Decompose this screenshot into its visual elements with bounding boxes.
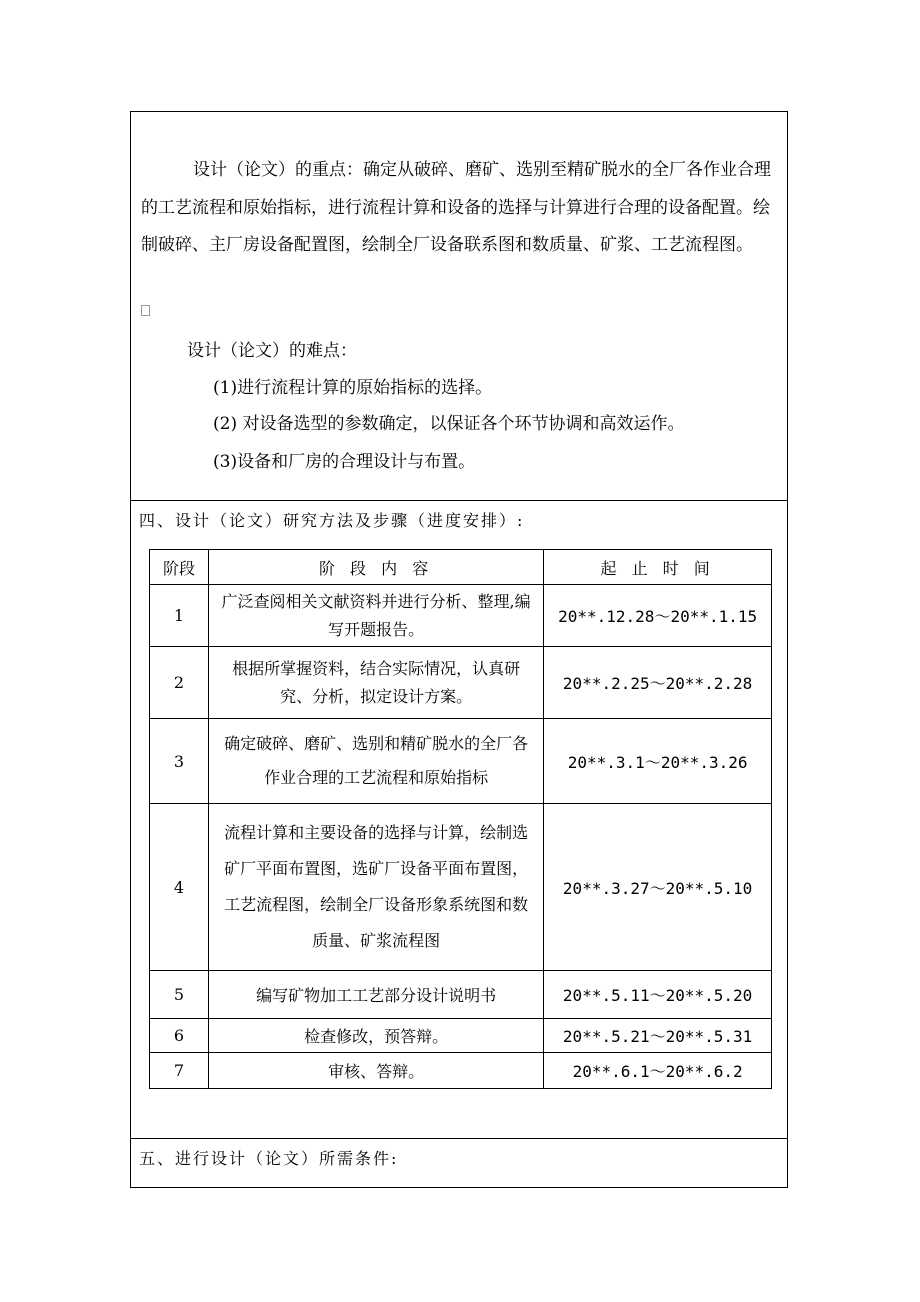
content-cell: 检查修改，预答辩。	[208, 1019, 543, 1053]
period-cell: 20**.5.21～20**.5.31	[544, 1019, 772, 1053]
table-row	[150, 971, 772, 1019]
method-section-title: 四、设计（论文）研究方法及步骤（进度安排）:	[139, 511, 525, 530]
content-cell: 审核、答辩。	[208, 1053, 543, 1089]
schedule-table	[149, 549, 772, 1089]
table-header-row	[150, 550, 772, 585]
content-cell: 编写矿物加工工艺部分设计说明书	[208, 971, 543, 1019]
table-row	[150, 804, 772, 971]
conditions-section	[131, 1139, 787, 1187]
period-cell: 20**.3.1～20**.3.26	[544, 719, 772, 804]
content-cell: 流程计算和主要设备的选择与计算，绘制选矿厂平面布置图，选矿厂设备平面布置图，工艺流程图，绘制全厂设备形象系统图和数质量、矿浆流程图	[208, 804, 543, 971]
placeholder-box-icon	[141, 305, 150, 316]
stage-cell: 6	[150, 1019, 209, 1053]
difficulty-item-2: (2) 对设备选型的参数确定，以保证各个环节协调和高效运作。	[213, 414, 685, 434]
content-cell: 根据所掌握资料，结合实际情况，认真研究、分析，拟定设计方案。	[208, 647, 543, 719]
key-points-section	[131, 112, 787, 501]
header-period: 起 止 时 间	[544, 550, 772, 585]
table-row	[150, 1053, 772, 1089]
header-stage: 阶段	[150, 550, 209, 585]
document-frame	[130, 111, 788, 1188]
difficulty-item-1: (1)进行流程计算的原始指标的选择。	[213, 378, 493, 398]
conditions-section-title: 五、进行设计（论文）所需条件:	[139, 1149, 399, 1168]
content-cell: 确定破碎、磨矿、选别和精矿脱水的全厂各作业合理的工艺流程和原始指标	[208, 719, 543, 804]
table-row	[150, 719, 772, 804]
table-row	[150, 585, 772, 647]
stage-cell: 2	[150, 647, 209, 719]
stage-cell: 1	[150, 585, 209, 647]
key-points-paragraph: 设计（论文）的重点：确定从破碎、磨矿、选别至精矿脱水的全厂各作业合理的工艺流程和原始指标，进行流程计算和设备的选择与计算进行合理的设备配置。绘制破碎、主厂房设备配置图，绘制全厂设备联系图和数质量、矿浆、工艺流程图。	[141, 160, 771, 255]
method-section	[131, 501, 787, 1139]
period-cell: 20**.5.11～20**.5.20	[544, 971, 772, 1019]
stage-cell: 3	[150, 719, 209, 804]
period-cell: 20**.3.27～20**.5.10	[544, 804, 772, 971]
stage-cell: 5	[150, 971, 209, 1019]
difficulty-item-3: (3)设备和厂房的合理设计与布置。	[213, 452, 476, 472]
stage-cell: 7	[150, 1053, 209, 1089]
period-cell: 20**.6.1～20**.6.2	[544, 1053, 772, 1089]
difficulties-title: 设计（论文）的难点：	[187, 341, 357, 361]
period-cell: 20**.12.28～20**.1.15	[544, 585, 772, 647]
header-content: 阶 段 内 容	[208, 550, 543, 585]
table-row	[150, 647, 772, 719]
period-cell: 20**.2.25～20**.2.28	[544, 647, 772, 719]
table-row	[150, 1019, 772, 1053]
stage-cell: 4	[150, 804, 209, 971]
content-cell: 广泛查阅相关文献资料并进行分析、整理,编写开题报告。	[208, 585, 543, 647]
